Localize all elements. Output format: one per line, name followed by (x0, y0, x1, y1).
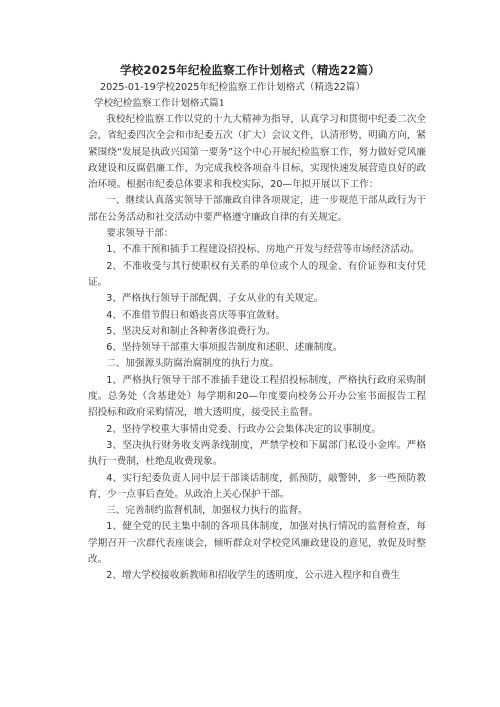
list-item: 3、坚决执行财务收支两条线制度，严禁学校和下属部门私设小金库。严格执行一费制，杜绝乱收费现象。 (88, 439, 426, 468)
list-item: 5、坚决反对和制止各种奢侈浪费行为。 (106, 325, 276, 337)
section-heading: 二、加强源头防腐治腐制度的执行力度。 (106, 358, 279, 370)
list-item: 4、不准借节假日和婚丧喜庆等事宜敛财。 (106, 309, 286, 321)
list-item: 1、不准干预和插手工程建设招投标、房地产开发与经营等市场经济活动。 (106, 244, 420, 256)
list-item: 1、严格执行领导干部不准插手建设工程招投标制度，严格执行政府采购制度。总务处（含基建处）每学期和20—年度要向校务公开办公室书面报告工程招投标和政府采购情况，增大透明度，接受民主监督。 (88, 374, 426, 419)
list-item: 2、坚持学校重大事情由党委、行政办公会集体决定的议事制度。 (106, 423, 381, 435)
list-item: 2、增大学校接收新教师和招收学生的透明度，公示进入程序和自费生 (106, 570, 401, 582)
list-item: 4、实行纪委负责人同中层干部谈话制度，抓预防，敲警钟，多一些预防教育，少一点事后查处。从政治上关心保护干部。 (88, 472, 426, 500)
list-item: 2、不准收受与其行使职权有关系的单位或个人的现金、有价证券和支付凭证。 (88, 260, 426, 288)
paragraph: 要求领导干部： (106, 228, 174, 240)
document-title: 学校2025年纪检监察工作计划格式（精选22篇） (120, 63, 380, 77)
document-body (88, 80, 426, 585)
list-item: 3、严格执行领导干部配偶、子女从业的有关规定。 (106, 293, 324, 305)
section-heading: 三、完善制约监督机制，加强权力执行的监督。 (106, 505, 308, 517)
list-item: 1、健全党的民主集中制的各项具体制度，加强对执行情况的监督检查，每学期召开一次群代表座谈会，倾听群众对学校党风廉政建设的意见，敦促及时整改。 (88, 521, 426, 566)
section-heading: 一、继续认真落实领导干部廉政自律各项规定，进一步规范干部从政行为干部在公务活动和社交活动中要严格遵守廉政自律的有关规定。 (88, 195, 426, 223)
section-subtitle: 学校纪检监察工作计划格式篇1 (94, 98, 225, 109)
paragraph: 我校纪检监察工作以党的十九大精神为指导，认真学习和贯彻中纪委二次全会，省纪委四次全会和市纪委五次（扩大）会议文件，认清形势，明确方向，紧紧围绕“发展是执政兴国第一要务”这个中心开展纪检监察工作，努力做好党风廉政建设和反腐倡廉工作，为完成我校各项奋斗目标，实现快速发展营造良好的政治环境。根据市纪委总体要求和我校实际，20—年拟开展以下工作： (88, 114, 426, 191)
list-item: 6、坚持领导干部重大事项报告制度和述职、述廉制度。 (106, 342, 343, 354)
date-line: 2025-01-19学校2025年纪检监察工作计划格式（精选22篇） (100, 82, 366, 93)
